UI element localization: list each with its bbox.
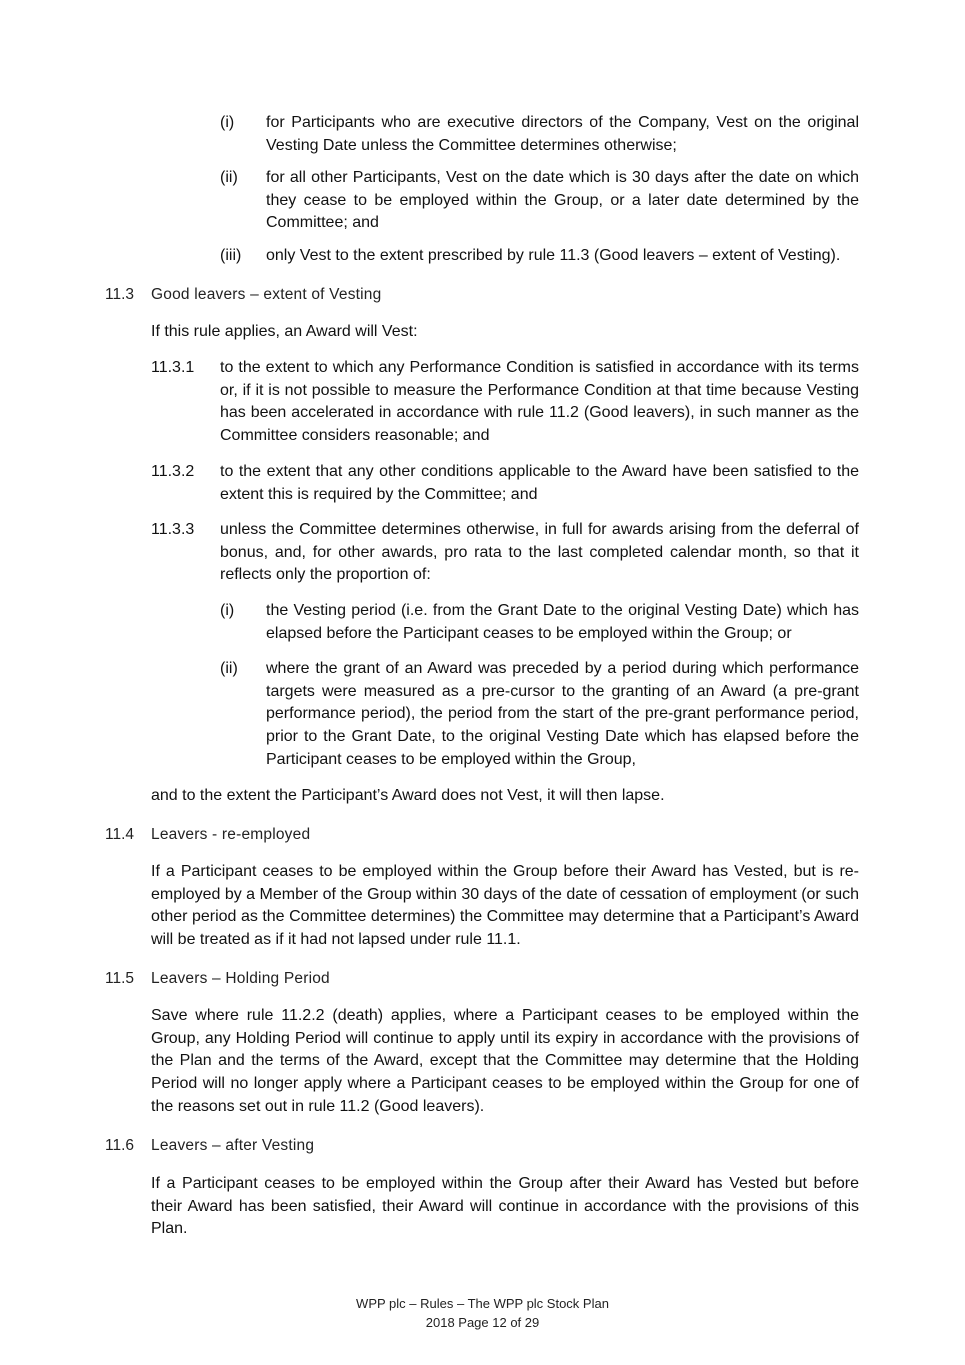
section-heading: Leavers – after Vesting xyxy=(151,1137,315,1154)
item-text: only Vest to the extent prescribed by rule 11.3 (Good leavers – extent of Vesting). xyxy=(266,247,841,264)
section-number: 11.3 xyxy=(105,286,135,303)
footer-page-number: 2018 Page 12 of 29 xyxy=(425,1315,540,1330)
item-text: for all other Participants, Vest on the date which is 30 days after the date on which they cease to be employed within the Group, or a later date determined by the Committee; and xyxy=(266,169,859,232)
footer-title: WPP plc – Rules – The WPP plc Stock Plan xyxy=(356,1296,609,1311)
section-heading: Good leavers – extent of Vesting xyxy=(151,286,382,303)
subclause-number: 11.3.3 xyxy=(151,521,195,538)
item-number: (ii) xyxy=(220,660,238,677)
section-heading: Leavers - re-employed xyxy=(151,826,311,843)
item-text: where the grant of an Award was preceded by a period during which performance targets were measured as a pre-cursor to the granting of an Award (a pre-grant performance period), the period from the start of the pre-grant performance period, prior to the Grant Date, to the original Vesting Date which has elapsed before the Participant ceases to be employed within the Group, xyxy=(266,660,859,768)
section-number: 11.4 xyxy=(105,826,135,843)
subclause-number: 11.3.2 xyxy=(151,463,195,480)
section-intro: If this rule applies, an Award will Vest: xyxy=(151,323,418,340)
item-text: for Participants who are executive directors of the Company, Vest on the original Vesting Date unless the Committee determines otherwise; xyxy=(266,114,859,154)
subclause-text: unless the Committee determines otherwise, in full for awards arising from the deferral of bonus, and, for other awards, pro rata to the last completed calendar month, so that it reflects only the proportion of: xyxy=(220,521,859,584)
subclause-text: to the extent to which any Performance Condition is satisfied in accordance with its terms or, if it is not possible to measure the Performance Condition at that time because Vesting has been accelerated in accordance with rule 11.2 (Good leavers), in such manner as the Committee considers reasonable; and xyxy=(220,359,859,445)
section-closing: and to the extent the Participant’s Award does not Vest, it will then lapse. xyxy=(151,787,665,804)
item-number: (i) xyxy=(220,602,235,619)
section-body: Save where rule 11.2.2 (death) applies, where a Participant ceases to be employed within the Group, any Holding Period will continue to apply until its expiry in accordance with the provisions of the Plan and the terms of the Award, except that the Committee may determine that the Holding Period will no longer apply where a Participant ceases to be employed within the Group for one of the reasons set out in rule 11.2 (Good leavers). xyxy=(151,1007,859,1115)
item-number: (ii) xyxy=(220,169,238,186)
section-number: 11.5 xyxy=(105,970,135,987)
section-body: If a Participant ceases to be employed within the Group before their Award has Vested, but is re-employed by a Member of the Group within 30 days of the date of cessation of employment (or such other period as the Committee determines) the Committee may determine that a Participant’s Award will be treated as if it had not lapsed under rule 11.1. xyxy=(151,863,859,949)
section-heading: Leavers – Holding Period xyxy=(151,970,330,987)
item-number: (iii) xyxy=(220,247,242,264)
section-body: If a Participant ceases to be employed within the Group after their Award has Vested but before their Award has been satisfied, their Award will continue in accordance with the provisions of this Plan. xyxy=(151,1175,859,1238)
section-number: 11.6 xyxy=(105,1137,135,1154)
item-number: (i) xyxy=(220,114,235,131)
subclause-number: 11.3.1 xyxy=(151,359,195,376)
subclause-text: to the extent that any other conditions applicable to the Award have been satisfied to the extent this is required by the Committee; and xyxy=(220,463,859,503)
item-text: the Vesting period (i.e. from the Grant Date to the original Vesting Date) which has elapsed before the Participant ceases to be employed within the Group; or xyxy=(266,602,859,642)
